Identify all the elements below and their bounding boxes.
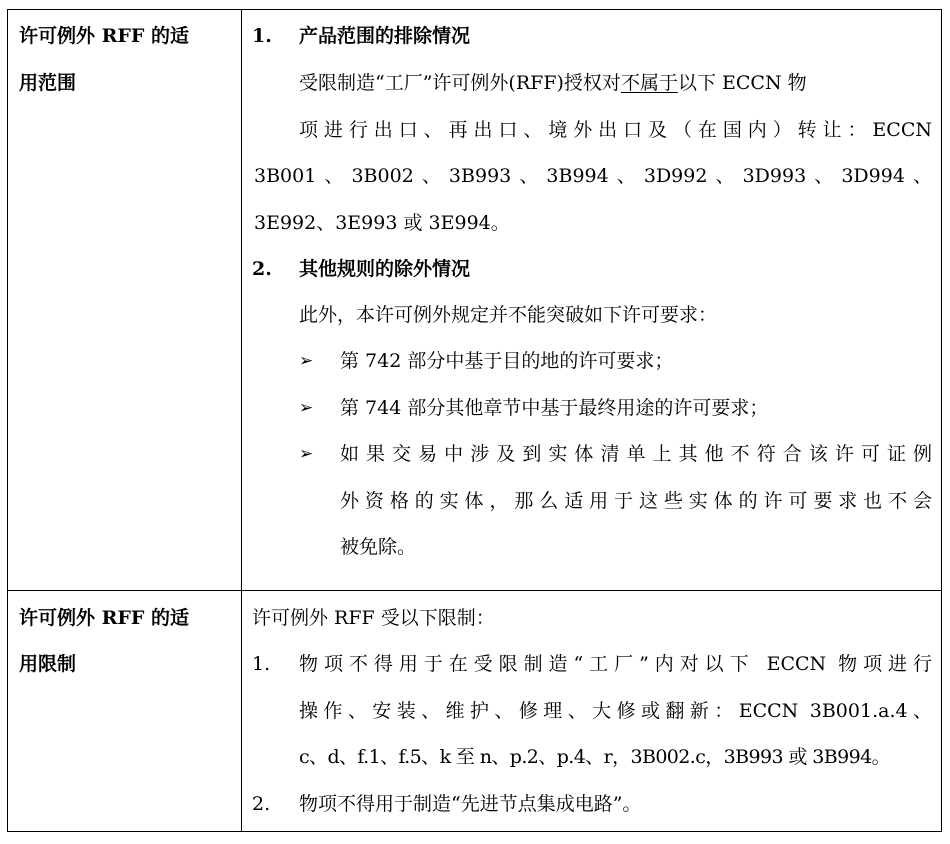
- list-item: 操作、安装、维护、修理、大修或翻新：ECCN 3B001.a.4、: [299, 700, 932, 722]
- section-number: 1.: [252, 25, 272, 47]
- bullet-arrow-icon: ➢: [299, 398, 314, 418]
- list-item: 第 742 部分中基于目的地的许可要求；: [340, 350, 674, 372]
- section-number: 2.: [252, 258, 272, 280]
- row-label-line: 用范围: [19, 72, 77, 94]
- list-item: 物项不得用于制造“先进节点集成电路”。: [299, 793, 642, 815]
- bullet-arrow-icon: ➢: [299, 444, 314, 464]
- item-number: 2.: [252, 793, 271, 815]
- table-column-divider: [241, 9, 242, 832]
- bullet-arrow-icon: ➢: [299, 351, 314, 371]
- list-item: 外资格的实体，那么适用于这些实体的许可要求也不会: [340, 490, 932, 512]
- underlined-emphasis: 不属于: [620, 72, 678, 94]
- section-heading: 其他规则的除外情况: [299, 258, 471, 280]
- list-item: 物项不得用于在受限制造“工厂”内对以下 ECCN 物项进行: [299, 653, 932, 675]
- paragraph-line: 项进行出口、再出口、境外出口及（在国内）转让：ECCN: [299, 119, 932, 141]
- row-label-line: 许可例外 RFF 的适: [19, 607, 189, 629]
- paragraph-line: 此外，本许可例外规定并不能突破如下许可要求：: [299, 304, 718, 326]
- item-number: 1.: [252, 653, 271, 675]
- paragraph-line: 受限制造“工厂”许可例外(RFF)授权对不属于以下 ECCN 物: [299, 72, 807, 94]
- table-row-divider: [7, 590, 942, 591]
- list-item: 被免除。: [340, 536, 417, 558]
- row-label-line: 用限制: [19, 653, 77, 675]
- list-item: c、d、f.1、f.5、k 至 n、p.2、p.4、r，3B002.c，3B993 或 3B994。: [299, 746, 890, 768]
- table-border-bottom: [7, 831, 942, 832]
- table-border-right: [941, 9, 942, 832]
- table-border-top: [7, 9, 942, 10]
- section-heading: 产品范围的排除情况: [299, 25, 471, 47]
- paragraph-line: 许可例外 RFF 受以下限制：: [252, 607, 495, 629]
- row-label-line: 许可例外 RFF 的适: [19, 25, 189, 47]
- list-item: 如果交易中涉及到实体清单上其他不符合该许可证例: [340, 443, 932, 465]
- table-border-left: [7, 9, 8, 832]
- list-item: 第 744 部分其他章节中基于最终用途的许可要求；: [340, 397, 769, 419]
- paragraph-line: 3E992、3E993 或 3E994。: [254, 212, 510, 234]
- paragraph-line: 3B001、3B002、3B993、3B994、3D992、3D993、3D994、: [254, 165, 932, 187]
